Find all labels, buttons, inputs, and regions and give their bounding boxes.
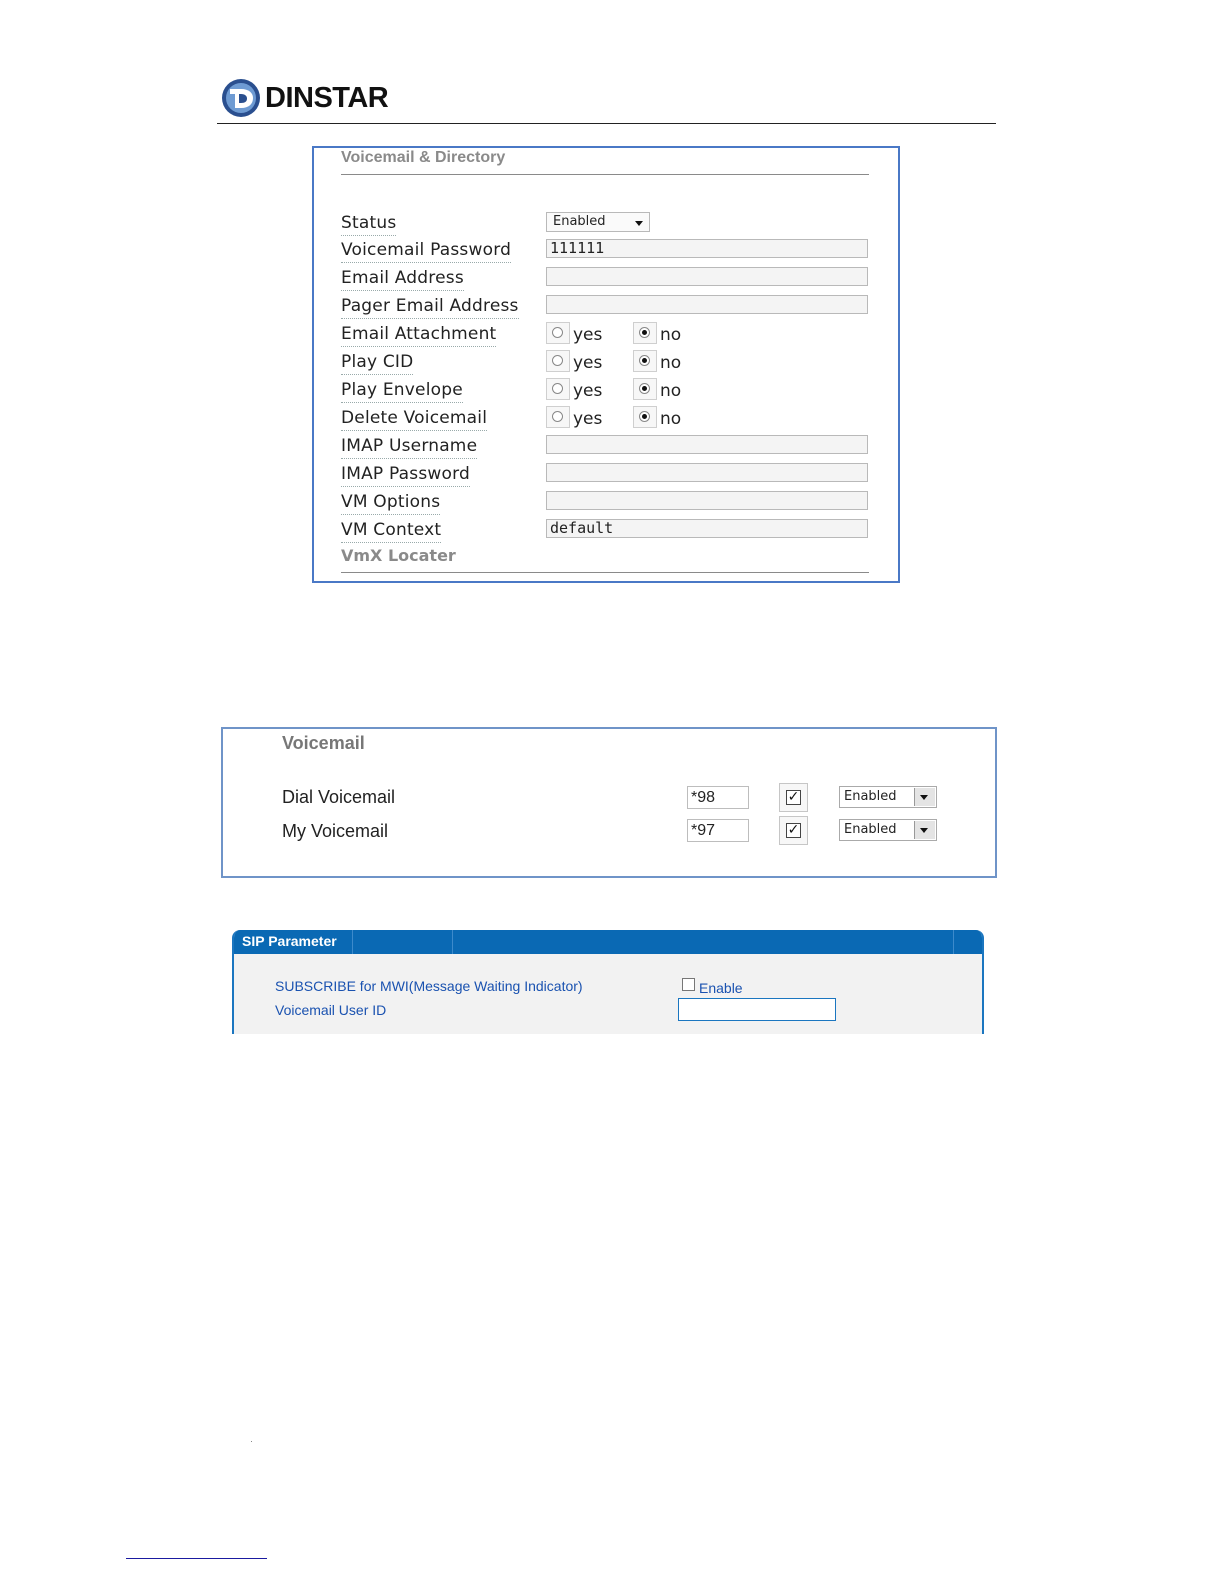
- status-select[interactable]: [546, 212, 650, 232]
- radio-yes[interactable]: [546, 378, 570, 400]
- imap-username-label: IMAP Username: [341, 436, 478, 456]
- footer-link-underline: [126, 1558, 267, 1559]
- radio-selected-icon: [639, 355, 650, 366]
- dial-voicemail-checkbox[interactable]: [779, 783, 808, 812]
- radio-no-label: no: [660, 381, 682, 401]
- radio-yes[interactable]: [546, 350, 570, 372]
- voicemail-user-id-field[interactable]: [678, 998, 836, 1021]
- radio-yes-label: yes: [573, 409, 603, 429]
- radio-no[interactable]: [633, 406, 657, 428]
- select-value: Enabled: [844, 822, 897, 837]
- radio-no-label: no: [660, 409, 682, 429]
- radio-circle-icon: [552, 383, 563, 394]
- password-label: Voicemail Password: [341, 240, 512, 260]
- imap-password-field[interactable]: [546, 463, 868, 482]
- radio-yes[interactable]: [546, 322, 570, 344]
- panel-header-bar: [234, 930, 982, 954]
- vm-context-field[interactable]: default: [546, 519, 868, 538]
- header-segment: [353, 930, 453, 954]
- imap-username-field[interactable]: [546, 435, 868, 454]
- panel-title: Voicemail: [282, 733, 365, 753]
- my-voicemail-checkbox[interactable]: [779, 816, 808, 845]
- chevron-down-icon: [914, 788, 935, 806]
- vm-options-field[interactable]: [546, 491, 868, 510]
- radio-row-label: Email Attachment: [341, 324, 497, 344]
- title-divider: [341, 174, 869, 175]
- status-label: Status: [341, 213, 397, 233]
- panel-title: SIP Parameter: [242, 933, 337, 949]
- radio-selected-icon: [639, 327, 650, 338]
- dinstar-logo-icon: [221, 78, 261, 118]
- select-value: Enabled: [844, 789, 897, 804]
- radio-yes-label: yes: [573, 381, 603, 401]
- dinstar-logo: [221, 78, 388, 118]
- radio-no-label: no: [660, 325, 682, 345]
- header-divider: [217, 123, 996, 124]
- my-voicemail-label: My Voicemail: [282, 821, 389, 841]
- radio-circle-icon: [552, 327, 563, 338]
- email-label: Email Address: [341, 268, 464, 288]
- panel-title: Voicemail & Directory: [341, 149, 506, 166]
- vmx-locater-heading: VmX Locater: [341, 546, 456, 565]
- radio-yes-label: yes: [573, 325, 603, 345]
- dial-voicemail-status-select[interactable]: [839, 786, 937, 808]
- sip-parameter-panel: [232, 930, 984, 1034]
- radio-selected-icon: [639, 411, 650, 422]
- enable-label: Enable: [699, 980, 743, 996]
- radio-row-label: Play Envelope: [341, 380, 463, 400]
- vmx-divider: [341, 572, 869, 573]
- radio-row-label: Delete Voicemail: [341, 408, 488, 428]
- page-dot: [251, 1441, 252, 1442]
- checkmark-icon: ✓: [787, 789, 800, 805]
- chevron-down-icon: [914, 821, 935, 839]
- radio-no[interactable]: [633, 350, 657, 372]
- status-select-value: Enabled: [553, 214, 606, 229]
- radio-no[interactable]: [633, 378, 657, 400]
- checkmark-icon: ✓: [787, 822, 800, 838]
- dial-voicemail-code-field[interactable]: *98: [687, 786, 749, 809]
- header-segment: [453, 930, 954, 954]
- radio-selected-icon: [639, 383, 650, 394]
- dial-voicemail-label: Dial Voicemail: [282, 787, 396, 807]
- subscribe-mwi-label: SUBSCRIBE for MWI(Message Waiting Indicator): [275, 978, 583, 994]
- radio-yes-label: yes: [573, 353, 603, 373]
- my-voicemail-code-field[interactable]: *97: [687, 819, 749, 842]
- radio-no-label: no: [660, 353, 682, 373]
- radio-circle-icon: [552, 411, 563, 422]
- pager-email-field[interactable]: [546, 295, 868, 314]
- imap-password-label: IMAP Password: [341, 464, 470, 484]
- vm-options-label: VM Options: [341, 492, 441, 512]
- radio-row-label: Play CID: [341, 352, 414, 372]
- chevron-down-icon: [635, 221, 643, 226]
- my-voicemail-status-select[interactable]: [839, 819, 937, 841]
- email-field[interactable]: [546, 267, 868, 286]
- voicemail-directory-panel: [312, 146, 900, 583]
- vm-context-label: VM Context: [341, 520, 442, 540]
- radio-circle-icon: [552, 355, 563, 366]
- password-field[interactable]: 111111: [546, 239, 868, 258]
- radio-yes[interactable]: [546, 406, 570, 428]
- enable-checkbox[interactable]: [682, 978, 695, 991]
- voicemail-panel: [221, 727, 997, 878]
- radio-no[interactable]: [633, 322, 657, 344]
- brand-name: DINSTAR: [265, 81, 389, 114]
- pager-email-label: Pager Email Address: [341, 296, 519, 316]
- voicemail-user-id-label: Voicemail User ID: [275, 1002, 387, 1018]
